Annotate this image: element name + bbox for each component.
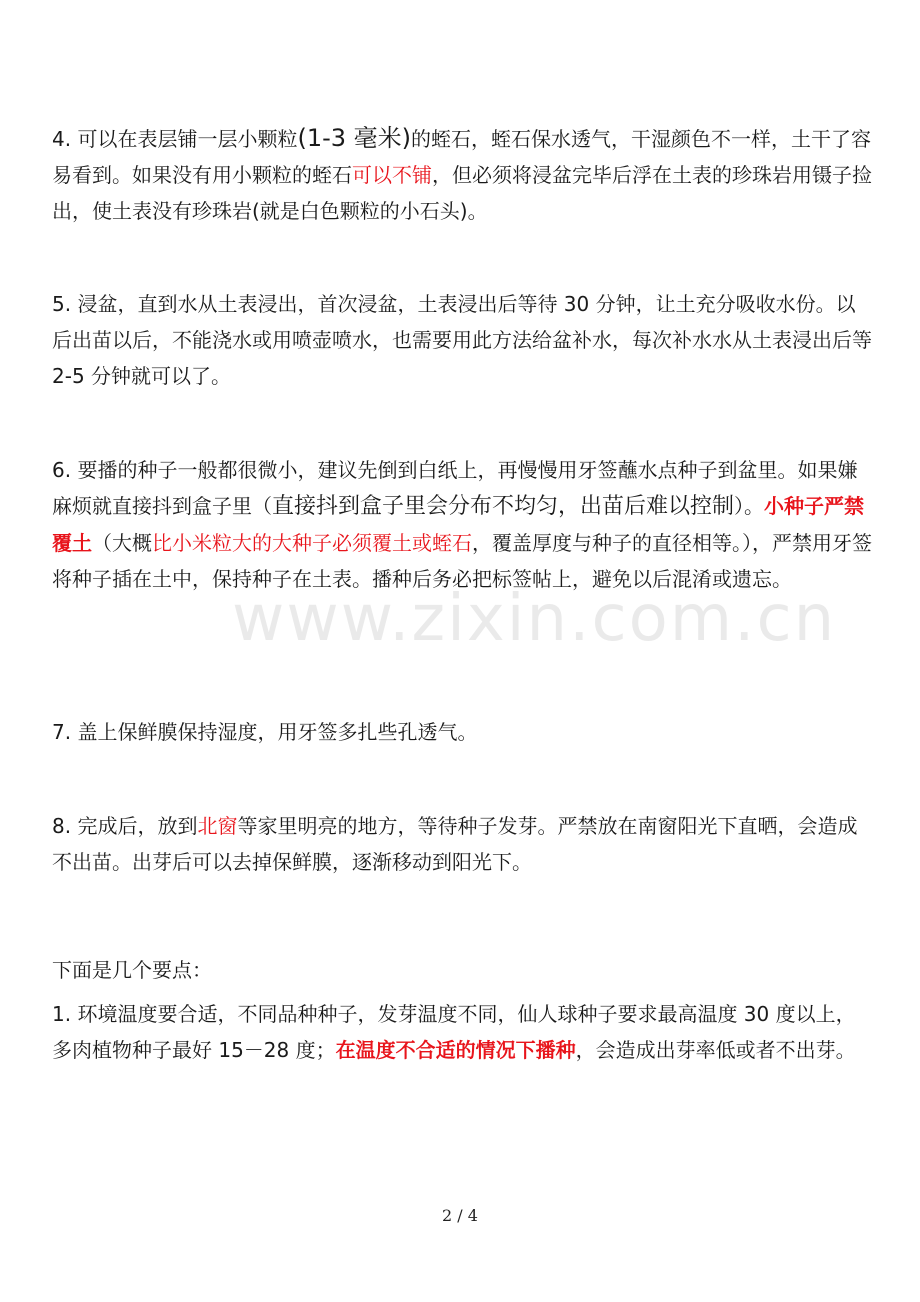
key-point-1-text-c: ，会造成出芽率低或者不出芽。: [575, 1038, 856, 1062]
step-6-highlight-size: 比小米粒大的: [152, 531, 272, 555]
key-point-1-highlight: 在温度不合适的情况下播种: [335, 1038, 576, 1062]
step-4-text-e: ，但必须将浸盆完毕后浮在土表的珍珠岩用镊子捡出，使土表没有珍珠岩(就是白色颗粒的小石头)。: [52, 163, 872, 223]
step-4-size-range: (1-3 毫米): [297, 124, 412, 152]
step-6-note: 直接抖到盒子里会分布不均匀，出苗后难以控制: [272, 494, 735, 519]
step-4-highlight: 可以不铺: [352, 163, 432, 187]
paragraph-step-8: [52, 808, 872, 880]
section-heading: 下面是几个要点：: [52, 958, 212, 982]
step-6-highlight-cover: 大种子必须覆土或蛭石: [272, 531, 472, 555]
step-8-text-a: 8. 完成后，放到: [52, 814, 198, 838]
key-point-1: [52, 996, 872, 1068]
step-8-highlight: 北窗: [197, 814, 238, 838]
watermark: www.zixin.com.cn: [232, 582, 837, 656]
paragraph-step-7: 7. 盖上保鲜膜保持湿度，用牙签多扎些孔透气。: [52, 720, 478, 744]
paragraph-step-6: [52, 452, 872, 597]
step-4-text-c: 的蛭石，蛭石保水透气，干湿颜色不一样，土干了容易看到。如果没有用小颗粒的蛭石: [52, 127, 872, 187]
step-4-text-a: 4. 可以在表层铺一层小颗粒: [52, 127, 298, 151]
step-6-warning: 小种子严禁覆土: [52, 494, 865, 555]
step-6-text-e: （大概: [92, 531, 152, 555]
key-point-1-text-a: 1. 环境温度要合适，不同品种种子，发芽温度不同，仙人球种子要求最高温度 30 度以上，多肉植物种子最好 15－28 度；: [52, 1002, 856, 1062]
step-6-text-h: ，覆盖厚度与种子的直径相等。），严禁用牙签将种子插在土中，保持种子在土表。播种后务必把标签帖上，避免以后混淆或遗忘。: [52, 531, 872, 591]
step-6-text-c: ）。: [734, 494, 765, 518]
step-6-text-a: 6. 要播的种子一般都很微小，建议先倒到白纸上，再慢慢用牙签蘸水点种子到盆里。如果嫌麻烦就直接抖到盒子里（: [52, 458, 858, 518]
paragraph-step-4: [52, 120, 872, 229]
paragraph-step-5: 5. 浸盆，直到水从土表浸出，首次浸盆，土表浸出后等待 30 分钟，让土充分吸收水份。以后出苗以后，不能浇水或用喷壶喷水，也需要用此方法给盆补水，每次补水水从土表浸出后等 2-5 分钟就可以了。: [52, 292, 872, 388]
page-number: 2 / 4: [442, 1206, 478, 1225]
step-8-text-c: 等家里明亮的地方，等待种子发芽。严禁放在南窗阳光下直晒，会造成不出苗。出芽后可以去掉保鲜膜，逐渐移动到阳光下。: [52, 814, 858, 874]
